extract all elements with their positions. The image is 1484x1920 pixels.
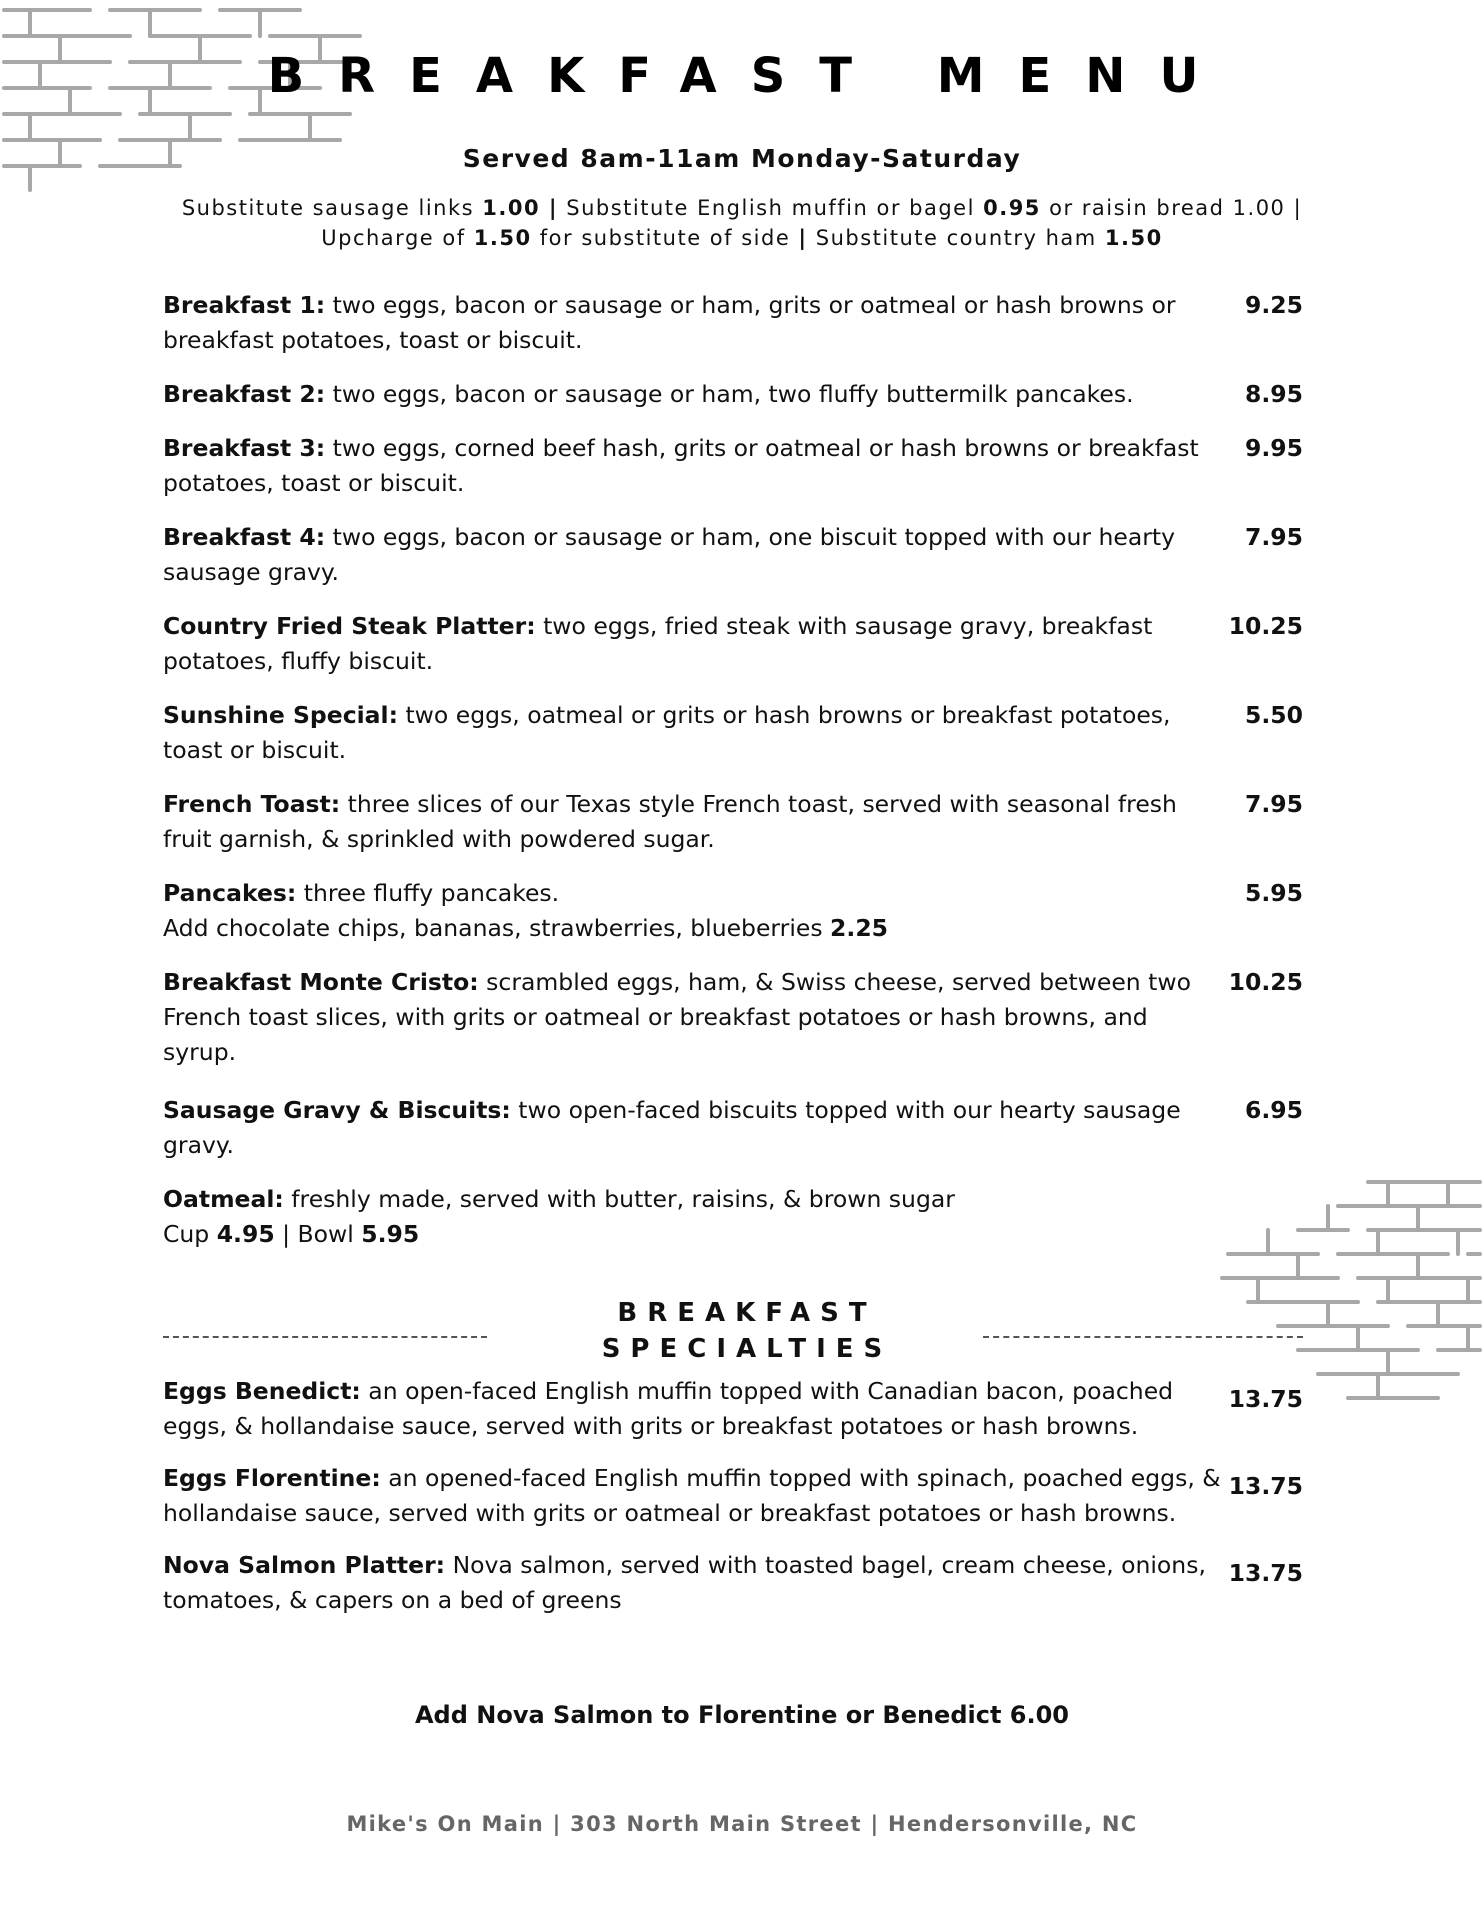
item-name: Oatmeal: — [163, 1185, 284, 1213]
item-price: 13.75 — [1228, 1472, 1303, 1500]
service-hours: Served 8am-11am Monday-Saturday — [462, 144, 1022, 173]
menu-item — [163, 431, 1303, 501]
item-description — [163, 787, 1203, 857]
item-details: two eggs, bacon or sausage or ham, grits or oatmeal or hash browns or breakfast potatoes, toast or biscuit. — [163, 291, 1176, 354]
item-price: 7.95 — [1245, 790, 1303, 818]
substitution-segment: 0.95 — [983, 196, 1041, 220]
item-description — [163, 1548, 1223, 1618]
divider-right — [983, 1336, 1303, 1338]
item-details: two eggs, fried steak with sausage gravy, breakfast potatoes, fluffy biscuit. — [163, 612, 1153, 675]
substitution-segment: Substitute English muffin or bagel — [558, 196, 984, 220]
menu-item — [163, 609, 1303, 679]
menu-item — [163, 1093, 1303, 1163]
menu-item — [163, 520, 1303, 590]
item-name: Sausage Gravy & Biscuits: — [163, 1096, 511, 1124]
bowl-price: 5.95 — [361, 1220, 420, 1248]
item-details: two eggs, bacon or sausage or ham, one biscuit topped with our hearty sausage gravy. — [163, 523, 1176, 586]
menu-item — [163, 787, 1303, 857]
specialty-item — [163, 1548, 1303, 1618]
cup-price: 4.95 — [216, 1220, 275, 1248]
item-description — [163, 698, 1203, 768]
item-description — [163, 1374, 1223, 1444]
item-details: two eggs, corned beef hash, grits or oatmeal or hash browns or breakfast potatoes, toast or biscuit. — [163, 434, 1199, 497]
item-details: scrambled eggs, ham, & Swiss cheese, served between two French toast slices, with grits or oatmeal or breakfast potatoes or hash browns, and syrup. — [163, 968, 1191, 1066]
specialty-item — [163, 1461, 1303, 1531]
item-name: Breakfast 2: — [163, 380, 326, 408]
specialties-heading-line1: BREAKFAST — [617, 1298, 877, 1328]
specialty-item — [163, 1374, 1303, 1444]
specialties-list — [163, 1374, 1303, 1635]
substitution-segment: 1.00 | — [482, 196, 559, 220]
item-price: 6.95 — [1245, 1096, 1303, 1124]
menu-item — [163, 876, 1303, 946]
item-details: two eggs, bacon or sausage or ham, two fluffy buttermilk pancakes. — [325, 380, 1134, 408]
substitution-segment: for substitute of side — [531, 226, 799, 250]
item-price: 9.95 — [1245, 434, 1303, 462]
item-details: two open-faced biscuits topped with our hearty sausage gravy. — [163, 1096, 1181, 1159]
item-price: 10.25 — [1228, 968, 1303, 996]
menu-item — [163, 965, 1303, 1070]
substitution-segment: 1.50 — [1104, 226, 1163, 250]
substitutions-note — [150, 193, 1334, 253]
item-name: Country Fried Steak Platter: — [163, 612, 536, 640]
item-name: Breakfast Monte Cristo: — [163, 968, 479, 996]
item-price: 5.95 — [1245, 879, 1303, 907]
item-name: Pancakes: — [163, 879, 297, 907]
substitution-segment: Substitute country ham — [807, 226, 1105, 250]
footer-address: Mike's On Main | 303 North Main Street | Hendersonville, NC — [346, 1812, 1138, 1836]
item-details: three slices of our Texas style French toast, served with seasonal fresh fruit garnish, & sprinkled with powdered sugar. — [163, 790, 1177, 853]
item-name: Breakfast 4: — [163, 523, 326, 551]
item-addon-price: 2.25 — [830, 914, 889, 942]
item-price: 13.75 — [1228, 1385, 1303, 1413]
item-description — [163, 965, 1203, 1070]
item-name: Sunshine Special: — [163, 701, 398, 729]
substitution-segment: Upcharge of — [321, 226, 474, 250]
item-details: two eggs, oatmeal or grits or hash browns or breakfast potatoes, toast or biscuit. — [163, 701, 1171, 764]
item-price: 9.25 — [1245, 291, 1303, 319]
item-details: an open-faced English muffin topped with Canadian bacon, poached eggs, & hollandaise sauce, served with grits or breakfast potatoes or hash browns. — [163, 1377, 1174, 1440]
menu-item — [163, 1182, 1303, 1252]
item-description — [163, 1182, 1203, 1252]
item-name: Breakfast 1: — [163, 291, 326, 319]
item-price: 10.25 — [1228, 612, 1303, 640]
substitution-segment: 1.50 — [473, 226, 532, 250]
breakfast-items-list — [163, 288, 1303, 1271]
item-name: Breakfast 3: — [163, 434, 326, 462]
menu-item — [163, 288, 1303, 358]
item-price: 8.95 — [1245, 380, 1303, 408]
item-name: French Toast: — [163, 790, 341, 818]
substitution-segment: or raisin bread 1.00 | — [1040, 196, 1303, 220]
item-description — [163, 431, 1203, 501]
addon-note: Add Nova Salmon to Florentine or Benedict 6.00 — [414, 1701, 1070, 1729]
substitution-segment: Substitute sausage links — [181, 196, 483, 220]
item-name: Eggs Benedict: — [163, 1377, 361, 1405]
item-description — [163, 520, 1203, 590]
specialties-heading — [0, 1295, 1484, 1367]
item-description — [163, 876, 1203, 946]
item-details: freshly made, served with butter, raisins, & brown sugar — [283, 1185, 955, 1213]
specialties-heading-line2: SPECIALTIES — [601, 1334, 893, 1364]
size-separator: | Bowl — [274, 1220, 362, 1248]
item-price: 7.95 — [1245, 523, 1303, 551]
item-description — [163, 377, 1203, 412]
menu-item — [163, 377, 1303, 412]
menu-title: BREAKFAST MENU — [267, 48, 1233, 104]
item-description — [163, 1093, 1203, 1163]
item-description — [163, 288, 1203, 358]
item-details: three fluffy pancakes. — [296, 879, 560, 907]
item-details: Nova salmon, served with toasted bagel, cream cheese, onions, tomatoes, & capers on a bed of greens — [163, 1551, 1206, 1614]
item-name: Eggs Florentine: — [163, 1464, 381, 1492]
menu-item — [163, 698, 1303, 768]
divider-left — [163, 1336, 487, 1338]
item-description — [163, 1461, 1223, 1531]
cup-label: Cup — [163, 1220, 217, 1248]
item-addon: Add chocolate chips, bananas, strawberries, blueberries — [163, 914, 831, 942]
item-details: an opened-faced English muffin topped with spinach, poached eggs, & hollandaise sauce, served with grits or oatmeal or breakfast potatoes or hash browns. — [163, 1464, 1221, 1527]
item-price: 13.75 — [1228, 1559, 1303, 1587]
item-price: 5.50 — [1245, 701, 1303, 729]
substitution-segment: | — [798, 226, 808, 250]
item-description — [163, 609, 1203, 679]
item-name: Nova Salmon Platter: — [163, 1551, 446, 1579]
